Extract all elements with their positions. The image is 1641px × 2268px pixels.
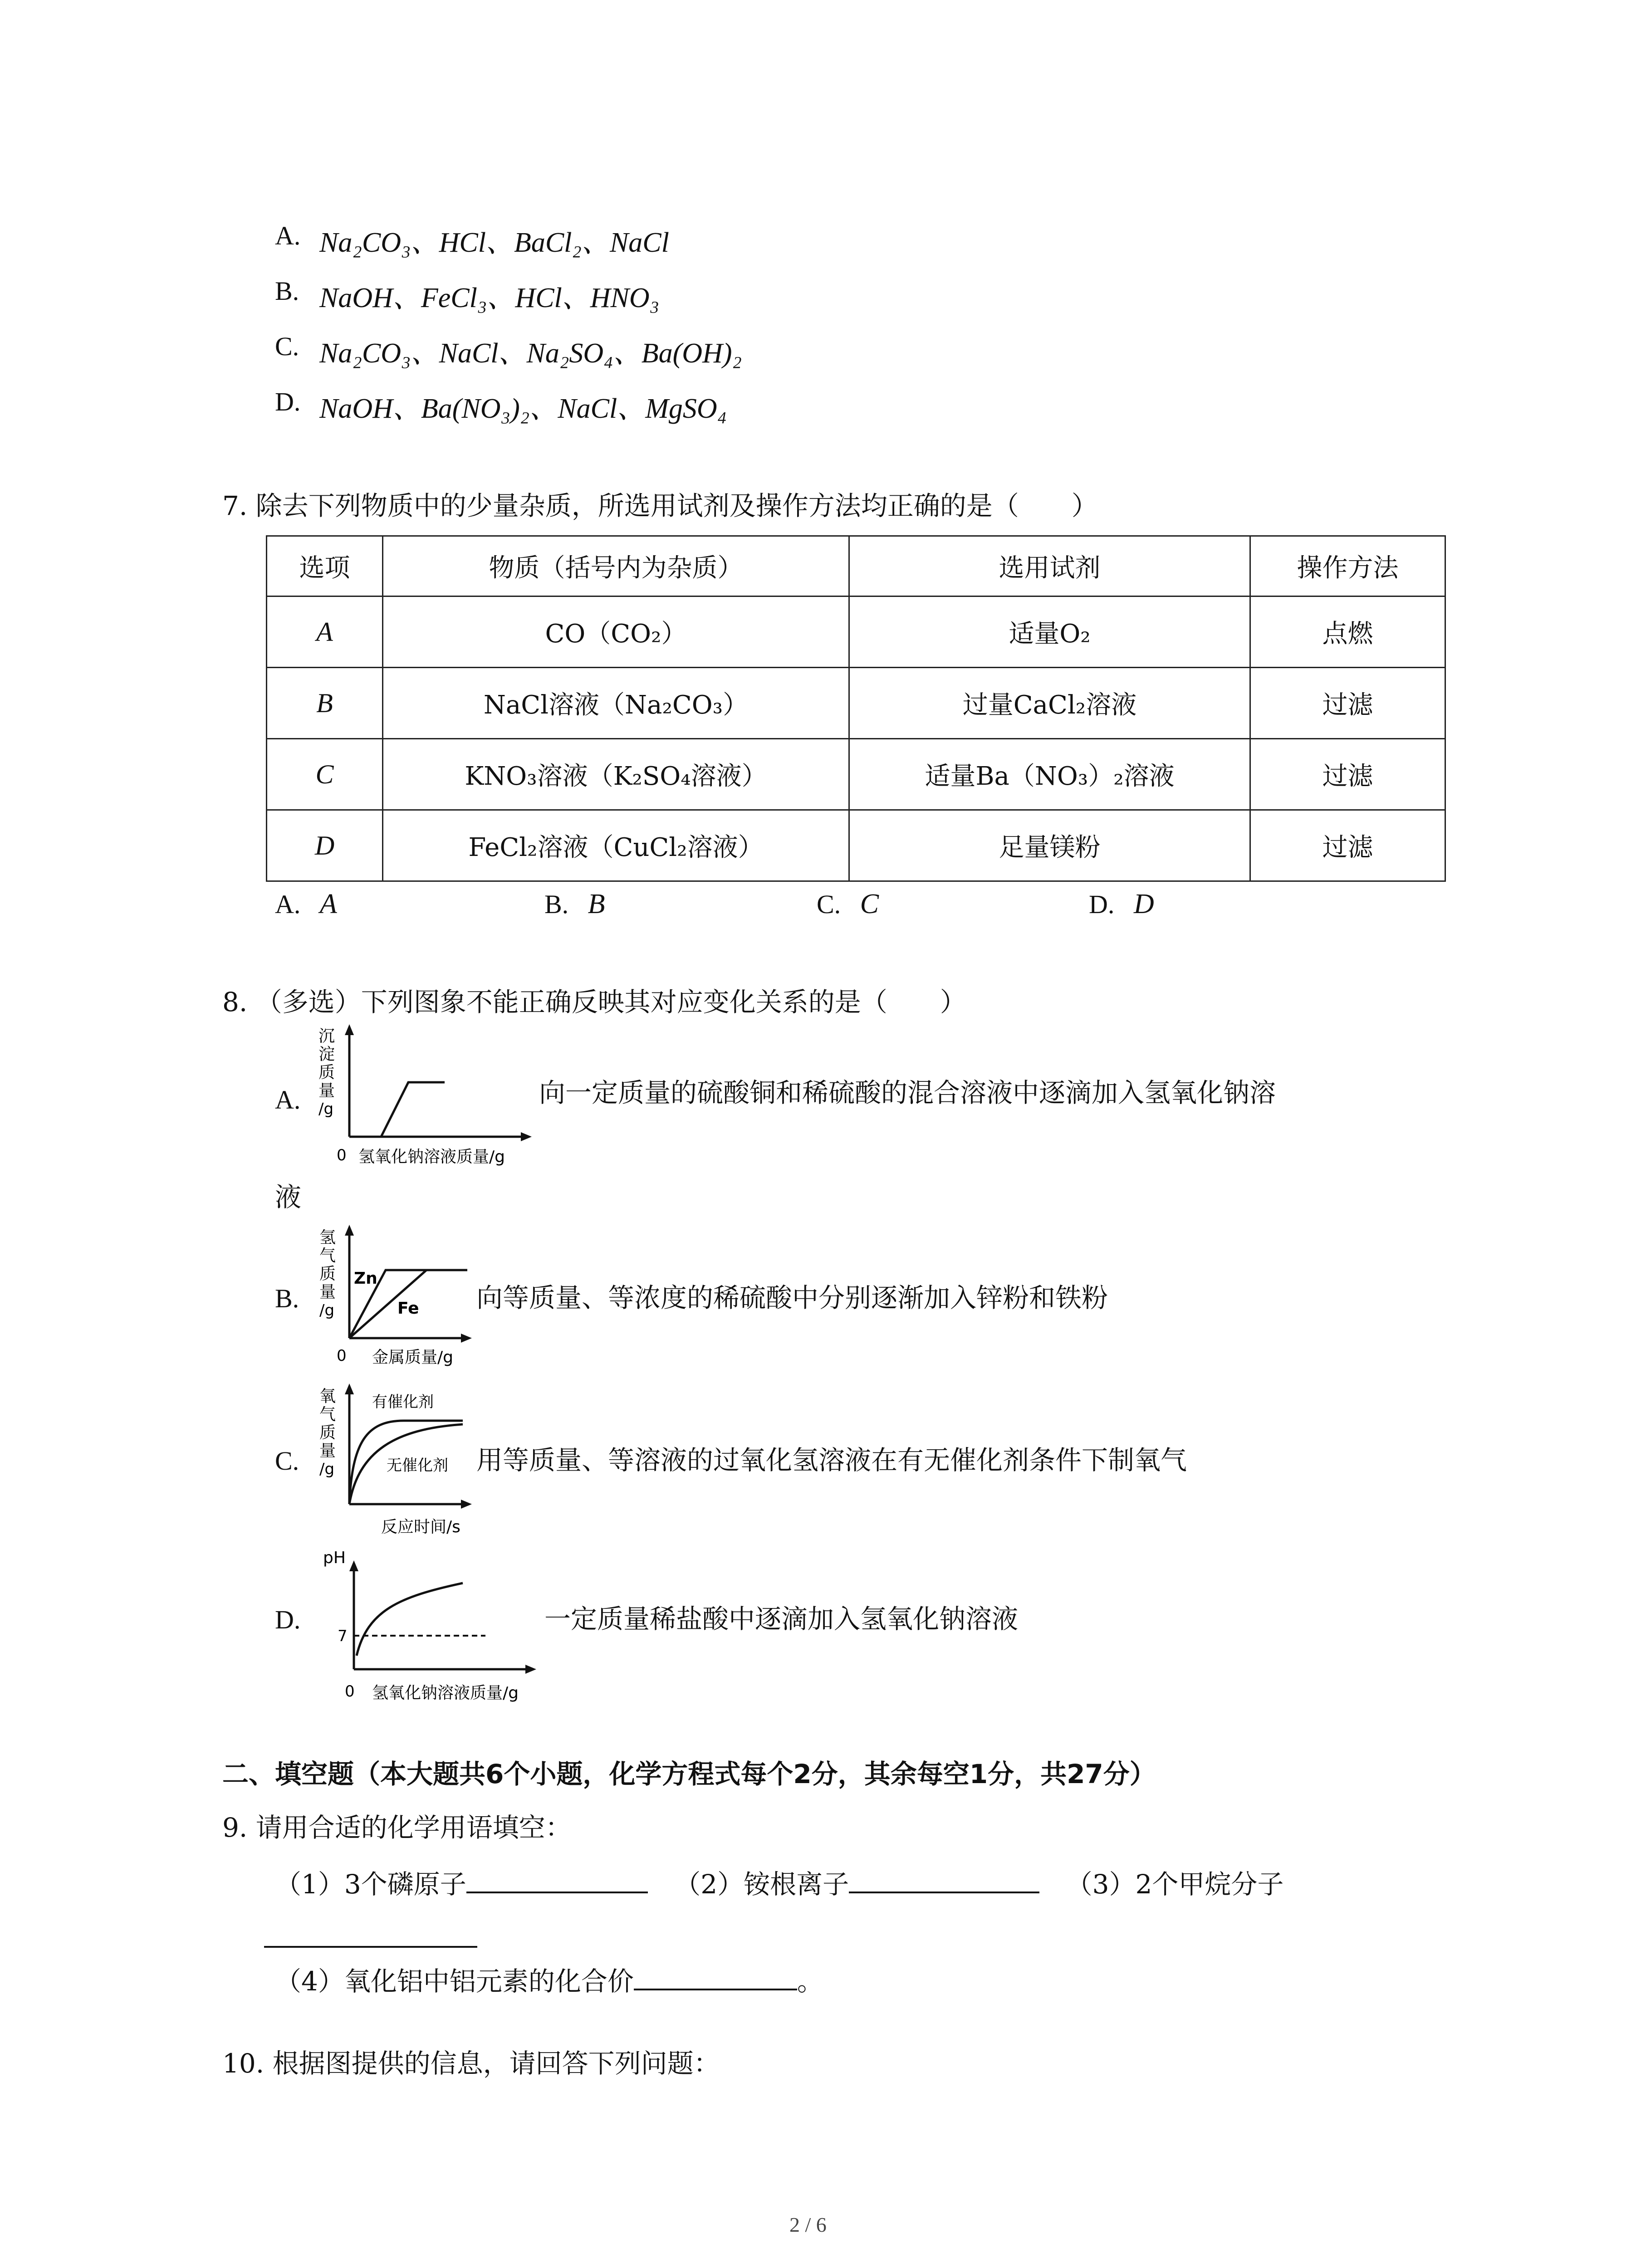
y-axis-label: pH xyxy=(323,1549,346,1567)
y-axis-label: 量 xyxy=(318,1081,335,1100)
x-axis-label: 反应时间/s xyxy=(381,1518,460,1536)
q8-graph-c xyxy=(313,1383,495,1547)
answer-letter: A. xyxy=(275,890,301,919)
q6-option-d xyxy=(275,388,300,415)
q8-option-a-text-cont: 液 xyxy=(275,1182,302,1212)
q8-option-d-text: 一定质量稀盐酸中逐滴加入氢氧化钠溶液 xyxy=(544,1603,1019,1634)
y-axis-label: /g xyxy=(319,1460,335,1478)
x-axis-label: 氢氧化钠溶液质量/g xyxy=(372,1684,519,1702)
q6-option-d-formula xyxy=(319,386,727,426)
option-letter: A. xyxy=(275,221,301,250)
answer-value: A xyxy=(319,889,337,919)
table-row xyxy=(267,810,1445,881)
page-number: 2 / 6 xyxy=(789,2213,827,2236)
option-letter: D. xyxy=(275,387,301,416)
x-axis-arrow xyxy=(461,1334,472,1343)
section-heading: 二、填空题（本大题共6个小题，化学方程式每个2分，其余每空1分，共27分） xyxy=(222,1759,1156,1789)
series-label-catalyst: 有催化剂 xyxy=(372,1393,434,1411)
q7-answer-d xyxy=(1089,890,1154,918)
q6-option-b xyxy=(275,278,299,304)
q9-part-3: （3）2个甲烷分子 xyxy=(1066,1869,1284,1900)
table-cell-reagent: 适量Ba（NO₃）₂溶液 xyxy=(849,739,1250,810)
q6-option-c xyxy=(275,333,299,360)
table-cell-option: B xyxy=(316,688,333,718)
x-axis-arrow xyxy=(525,1665,536,1674)
q8-graph-b xyxy=(313,1225,495,1383)
q6-option-c-formula xyxy=(319,330,742,371)
y-axis-label: 质 xyxy=(319,1265,336,1283)
y-axis-label: 量 xyxy=(319,1442,336,1460)
answer-letter: D. xyxy=(1089,890,1115,919)
y-axis-label: 淀 xyxy=(318,1045,335,1064)
q6-option-a xyxy=(275,222,300,249)
y-axis-arrow xyxy=(345,1024,354,1035)
table-cell-option: D xyxy=(314,830,335,860)
q7-table xyxy=(266,535,1446,882)
table-cell-substance: NaCl溶液（Na₂CO₃） xyxy=(383,668,849,739)
y-axis-label: 沉 xyxy=(318,1027,335,1046)
table-cell-substance: FeCl₂溶液（CuCl₂溶液） xyxy=(383,810,849,881)
table-header: 物质（括号内为杂质） xyxy=(383,536,849,596)
q8-option-d-letter: D. xyxy=(275,1605,301,1634)
y-axis-arrow xyxy=(345,1383,354,1394)
q9-row-2 xyxy=(275,1962,823,1997)
option-text: Na₂CO₃、HCl、BaCl₂、NaCl xyxy=(319,227,669,258)
q6-option-a-formula xyxy=(319,220,669,260)
q9-end: 。 xyxy=(797,1966,823,1997)
q7-answer-c xyxy=(817,890,879,918)
q7-answer-b xyxy=(544,890,605,918)
origin-label: 0 xyxy=(337,1347,347,1365)
q7-answer-a xyxy=(275,890,337,918)
q9-part-2: （2）铵根离子 xyxy=(674,1869,849,1900)
q8-option-a-text: 向一定质量的硫酸铜和稀硫酸的混合溶液中逐滴加入氢氧化钠溶 xyxy=(539,1077,1276,1108)
q8-option-a-letter: A. xyxy=(275,1085,301,1114)
y-axis-label: 量 xyxy=(319,1283,336,1301)
table-cell-reagent: 过量CaCl₂溶液 xyxy=(849,668,1250,739)
answer-value: C xyxy=(860,889,879,919)
answer-blank-3[interactable] xyxy=(264,1946,477,1948)
reference-value: 7 xyxy=(338,1627,348,1645)
q6-option-b-formula xyxy=(319,275,659,315)
y-axis-label: 气 xyxy=(319,1405,336,1424)
q8-option-c-text: 用等质量、等溶液的过氧化氢溶液在有无催化剂条件下制氧气 xyxy=(476,1445,1187,1476)
answer-blank-2[interactable] xyxy=(849,1865,1039,1893)
x-axis-label: 氢氧化钠溶液质量/g xyxy=(358,1148,505,1166)
answer-value: B xyxy=(588,889,605,919)
q9-part-4: （4）氧化铝中铝元素的化合价 xyxy=(275,1966,634,1997)
q7-stem: 7. 除去下列物质中的少量杂质，所选用试剂及操作方法均正确的是（ ） xyxy=(222,490,1098,521)
answer-letter: C. xyxy=(817,890,841,919)
option-letter: C. xyxy=(275,332,299,361)
table-header: 选项 xyxy=(267,536,383,596)
q8-stem: 8. （多选）下列图象不能正确反映其对应变化关系的是（ ） xyxy=(222,987,966,1017)
table-cell-reagent: 适量O₂ xyxy=(849,596,1250,668)
table-header: 选用试剂 xyxy=(849,536,1250,596)
origin-label: 0 xyxy=(337,1146,347,1164)
series-label-fe: Fe xyxy=(397,1299,419,1318)
series-label-zn: Zn xyxy=(354,1269,377,1288)
series-label-no-catalyst: 无催化剂 xyxy=(387,1457,448,1475)
option-text: NaOH、Ba(NO₃)₂、NaCl、MgSO₄ xyxy=(319,393,727,424)
answer-blank-4[interactable] xyxy=(634,1962,797,1990)
table-cell-method: 点燃 xyxy=(1250,596,1445,668)
q9-row-1 xyxy=(275,1865,1284,1900)
table-row xyxy=(267,596,1445,668)
q8-option-b-letter: B. xyxy=(275,1284,299,1313)
y-axis-arrow xyxy=(345,1225,354,1236)
option-text: Na₂CO₃、NaCl、Na₂SO₄、Ba(OH)₂ xyxy=(319,338,742,369)
answer-value: D xyxy=(1133,889,1154,919)
q8-graph-d xyxy=(313,1547,549,1710)
y-axis-label: /g xyxy=(319,1301,335,1320)
table-cell-method: 过滤 xyxy=(1250,668,1445,739)
y-axis-label: 质 xyxy=(319,1423,336,1442)
answer-blank-1[interactable] xyxy=(466,1865,648,1893)
y-axis-label: 气 xyxy=(319,1246,336,1265)
option-letter: B. xyxy=(275,276,299,306)
origin-label: 0 xyxy=(345,1682,355,1701)
table-cell-option: A xyxy=(316,616,333,647)
table-row xyxy=(267,739,1445,810)
x-axis-label: 金属质量/g xyxy=(372,1348,453,1367)
q8-option-b-text: 向等质量、等浓度的稀硫酸中分别逐渐加入锌粉和铁粉 xyxy=(476,1282,1108,1313)
table-header: 操作方法 xyxy=(1250,536,1445,596)
y-axis-arrow xyxy=(349,1560,358,1571)
table-cell-option: C xyxy=(315,759,334,789)
q9-stem: 9. 请用合适的化学用语填空： xyxy=(222,1812,572,1843)
answer-letter: B. xyxy=(544,890,569,919)
table-header-row xyxy=(267,536,1445,596)
option-text: NaOH、FeCl₃、HCl、HNO₃ xyxy=(319,283,660,313)
table-cell-substance: KNO₃溶液（K₂SO₄溶液） xyxy=(383,739,849,810)
table-cell-method: 过滤 xyxy=(1250,739,1445,810)
y-axis-label: 氢 xyxy=(319,1228,336,1247)
ph-curve xyxy=(357,1583,463,1656)
curve xyxy=(381,1082,445,1137)
x-axis-arrow xyxy=(521,1132,532,1141)
y-axis-label: /g xyxy=(318,1100,334,1118)
y-axis-label: 质 xyxy=(318,1063,335,1082)
q8-option-c-letter: C. xyxy=(275,1446,299,1476)
q9-part-1: （1）3个磷原子 xyxy=(275,1869,466,1900)
y-axis-label: 氧 xyxy=(319,1387,336,1406)
q8-graph-a xyxy=(313,1024,549,1183)
table-row xyxy=(267,668,1445,739)
q10-stem: 10. 根据图提供的信息，请回答下列问题： xyxy=(222,2048,720,2079)
table-cell-reagent: 足量镁粉 xyxy=(849,810,1250,881)
x-axis-arrow xyxy=(461,1500,472,1509)
table-cell-substance: CO（CO₂） xyxy=(383,596,849,668)
table-cell-method: 过滤 xyxy=(1250,810,1445,881)
